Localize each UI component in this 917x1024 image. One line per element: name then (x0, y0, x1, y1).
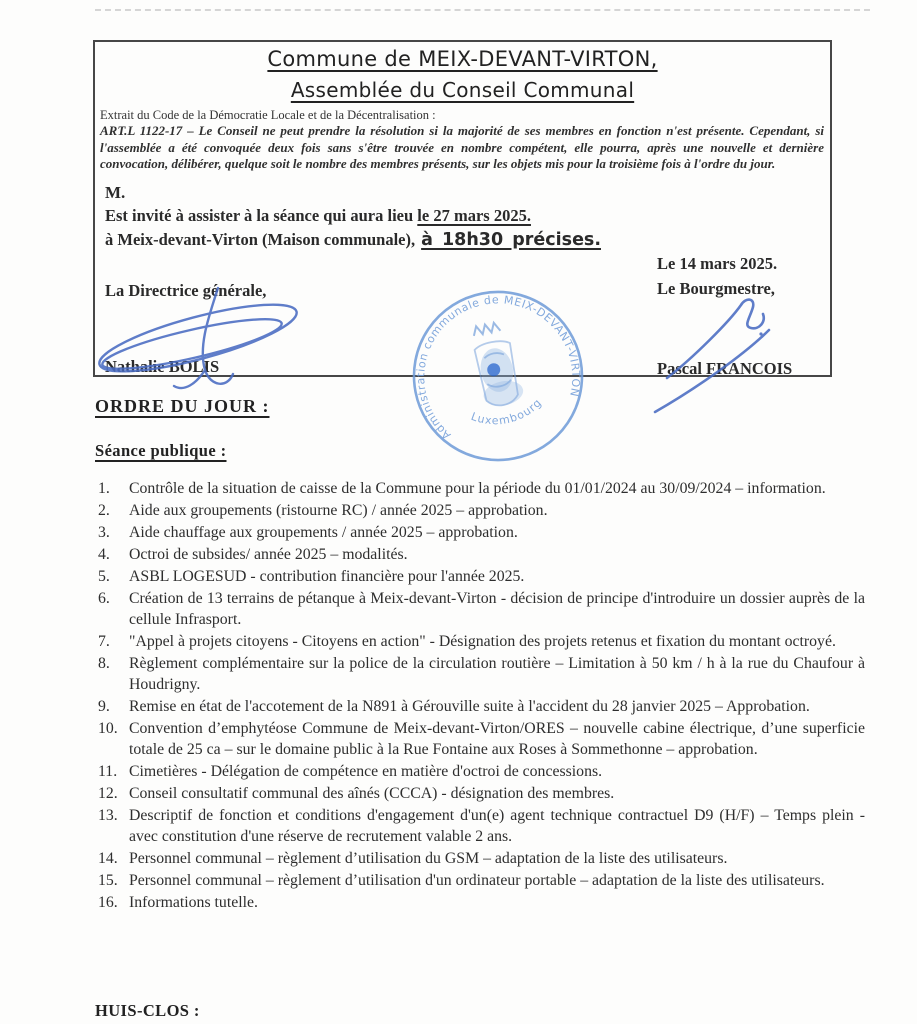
agenda-item: Octroi de subsides/ année 2025 – modalités. (129, 546, 408, 564)
agenda-item: Descriptif de fonction et conditions d'engagement d'un(e) agent technique contractuel D9 (H/F) – Temps plein - avec constitution d'une réserve de recrutement valable 2 ans. (129, 806, 865, 845)
legal-extract-body: ART.L 1122-17 – Le Conseil ne peut prendre la résolution si la majorité de ses membres en fonction n'est présente. Cependant, si l'assemblée a été convoquée deux fois sans s'être trouvée en nombre compétent, elle pourra, après une nouvelle et dernière convocation, délibérer, quelque soit le nombre des membres présents, sur les objets mis pour la troisième fois à l'ordre du jour. (100, 123, 824, 172)
agenda-item: ASBL LOGESUD - contribution financière pour l'année 2025. (129, 568, 525, 586)
invitation-line2 (105, 230, 601, 250)
legal-extract-label: Extrait du Code de la Démocratie Locale et de la Décentralisation : (100, 108, 436, 122)
agenda-item: Cimetières - Délégation de compétence en matière d'octroi de concessions. (129, 762, 603, 780)
closed-session-heading: HUIS-CLOS : (95, 1001, 200, 1020)
agenda-item: Convention d’emphytéose Commune de Meix-devant-Virton/ORES – nouvelle cabine électrique, d’une superficie totale de 25 ca – sur le domaine public à la Rue Fontaine aux Roses à Sommethonne – approbation. (129, 720, 865, 758)
stamp-bottom-text: Luxembourg (469, 395, 545, 428)
invitation-line2-text: à Meix-devant-Virton (Maison communale), (105, 230, 416, 249)
agenda-item: Remise en état de l'accotement de la N891 à Gérouville suite à l'accident du 28 janvier 2025 – Approbation. (129, 697, 810, 715)
scan-artifact-line (95, 9, 870, 11)
agenda-list (97, 479, 865, 915)
agenda-item: Personnel communal – règlement d’utilisation d'un ordinateur portable – adaptation de la liste des utilisateurs. (129, 871, 825, 889)
agenda-heading: ORDRE DU JOUR : (95, 396, 270, 416)
meeting-date: le 27 mars 2025. (417, 206, 531, 225)
right-signatory-name: Pascal FRANCOIS (657, 359, 793, 378)
agenda-item: Aide chauffage aux groupements / année 2025 – approbation. (129, 524, 518, 542)
agenda-item: Informations tutelle. (129, 893, 258, 911)
document-title-line2: Assemblée du Conseil Communal (290, 78, 635, 102)
document-title-line1: Commune de MEIX-DEVANT-VIRTON, (267, 47, 658, 71)
agenda-item: Contrôle de la situation de caisse de la Commune pour la période du 01/01/2024 au 30/09/2024 – information. (129, 480, 826, 497)
invitation-line1 (105, 206, 531, 226)
left-signatory-name: Nathalie BOLIS (105, 357, 220, 376)
agenda-item: "Appel à projets citoyens - Citoyens en action" - Désignation des projets retenus et fixation du montant octroyé. (129, 633, 836, 651)
header-frame (93, 40, 832, 377)
agenda-item: Aide aux groupements (ristourne RC) / année 2025 – approbation. (129, 502, 548, 520)
meeting-time: à 18h30 précises. (421, 230, 601, 250)
agenda-item: Personnel communal – règlement d’utilisation du GSM – adaptation de la liste des utilisateurs. (129, 849, 728, 867)
agenda-item: Création de 13 terrains de pétanque à Meix-devant-Virton - décision de principe d'introduire un dossier auprès de la cellule Infrasport. (129, 590, 865, 629)
agenda-item: Règlement complémentaire sur la police de la circulation routière – Limitation à 50 km / h à la rue du Chaufour à Houdrigny. (129, 655, 865, 693)
public-session-heading: Séance publique : (95, 441, 227, 460)
right-signatory-title: Le Bourgmestre, (657, 279, 775, 298)
invitation-line1-text: Est invité à assister à la séance qui aura lieu (105, 206, 418, 225)
agenda-item: Conseil consultatif communal des aînés (CCCA) - désignation des membres. (129, 784, 615, 802)
left-signatory-title: La Directrice générale, (105, 281, 267, 300)
issue-date: Le 14 mars 2025. (657, 254, 778, 273)
addressee: M. (105, 183, 126, 202)
stamp-ring-text: Administration communale de MEIX-DEVANT-VIRTON (414, 293, 583, 443)
